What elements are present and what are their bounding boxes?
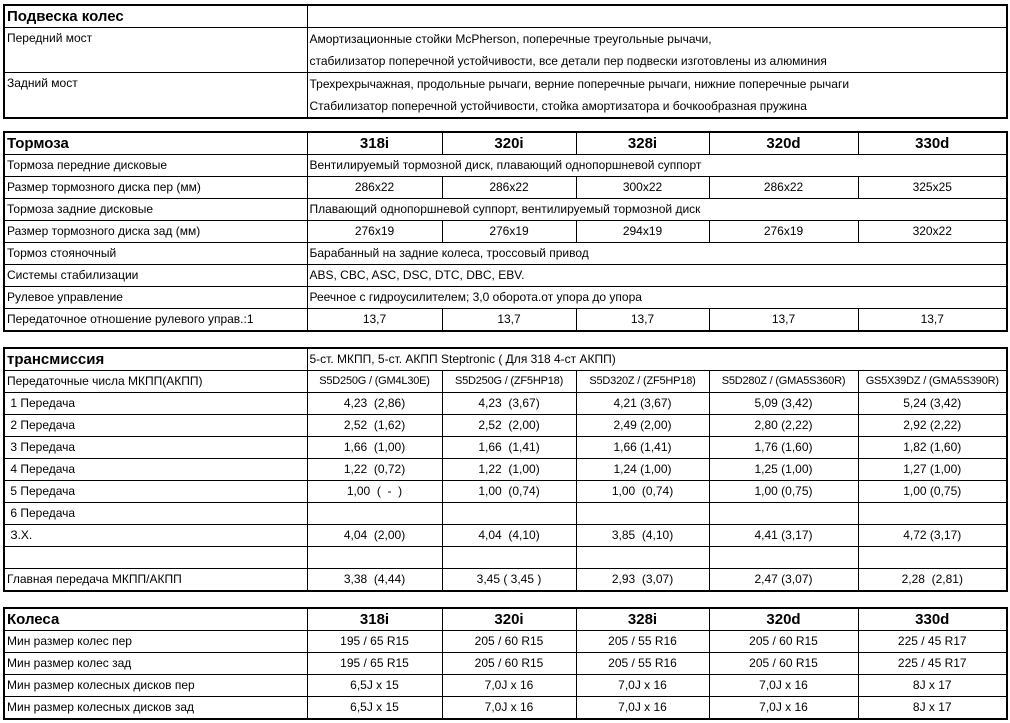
value-cell: 205 / 55 R16 (576, 653, 709, 675)
value-cell: 7,0J x 16 (709, 675, 858, 697)
table-row (4, 437, 1007, 459)
table-row (4, 265, 1007, 287)
value-cell: 276x19 (442, 221, 576, 243)
value-cell: 7,0J x 16 (576, 675, 709, 697)
value-cell: 4,23 (2,86) (307, 393, 442, 415)
model-header: 320d (709, 608, 858, 631)
table-row (4, 697, 1007, 720)
table-row (4, 547, 1007, 569)
row-label: Рулевое управление (4, 287, 307, 309)
value-cell: 205 / 55 R16 (576, 631, 709, 653)
row-description: Вентилируемый тормозной диск, плавающий однопоршневой суппорт (307, 155, 1007, 177)
value-cell (576, 503, 709, 525)
table-row (4, 309, 1007, 332)
transmission-title: трансмиссия (4, 348, 307, 371)
suspension-table (3, 4, 1008, 119)
row-label: Мин размер колес пер (4, 631, 307, 653)
gearbox-header-row (4, 371, 1007, 393)
value-cell: 8J x 17 (858, 675, 1007, 697)
gearbox-header: GS5X39DZ / (GMA5S390R) (858, 371, 1007, 393)
row-label: Тормоза передние дисковые (4, 155, 307, 177)
value-cell: 1,66 (1,41) (442, 437, 576, 459)
value-cell: 225 / 45 R17 (858, 631, 1007, 653)
value-cell: 1,66 (1,00) (307, 437, 442, 459)
row-label: 5 Передача (4, 481, 307, 503)
table-row (4, 177, 1007, 199)
value-cell: 1,22 (0,72) (307, 459, 442, 481)
brakes-table (3, 131, 1008, 332)
wheels-header-row (4, 608, 1007, 631)
value-cell: 3,38 (4,44) (307, 569, 442, 592)
value-cell (442, 503, 576, 525)
model-header: 318i (307, 608, 442, 631)
brakes-header-row (4, 132, 1007, 155)
row-description: Плавающий однопоршневой суппорт, вентилируемый тормозной диск (307, 199, 1007, 221)
value-cell: 1,00 (0,74) (442, 481, 576, 503)
row-label: 1 Передача (4, 393, 307, 415)
model-header: 320d (709, 132, 858, 155)
value-cell: 13,7 (442, 309, 576, 332)
value-cell: 2,92 (2,22) (858, 415, 1007, 437)
value-cell: 3,85 (4,10) (576, 525, 709, 547)
row-description (307, 73, 1007, 119)
table-row (4, 393, 1007, 415)
row-label: 2 Передача (4, 415, 307, 437)
value-cell (307, 547, 442, 569)
value-cell: 2,93 (3,07) (576, 569, 709, 592)
value-cell (442, 547, 576, 569)
row-description: ABS, CBC, ASC, DSC, DTC, DBC, EBV. (307, 265, 1007, 287)
row-label: Мин размер колес зад (4, 653, 307, 675)
value-cell: 2,47 (3,07) (709, 569, 858, 592)
value-cell: 320x22 (858, 221, 1007, 243)
value-cell: 205 / 60 R15 (442, 631, 576, 653)
value-cell: 4,04 (4,10) (442, 525, 576, 547)
row-label: Мин размер колесных дисков зад (4, 697, 307, 720)
wheels-table (3, 607, 1008, 720)
table-row (4, 73, 1007, 119)
wheels-title: Колеса (4, 608, 307, 631)
value-cell: 1,00 (0,75) (858, 481, 1007, 503)
value-cell: 1,24 (1,00) (576, 459, 709, 481)
value-cell: 276x19 (307, 221, 442, 243)
row-label: Передаточное отношение рулевого управ.:1 (4, 309, 307, 332)
row-label: Главная передача МКПП/АКПП (4, 569, 307, 592)
description-line: Трехрехрычажная, продольные рычаги, верние поперечные рычаги, нижние поперечные рычаги (309, 77, 850, 91)
description-line: стабилизатор поперечной устойчивости, все детали пер подвески изготовлены из алюминия (309, 54, 827, 68)
value-cell: 7,0J x 16 (576, 697, 709, 720)
value-cell: 195 / 65 R15 (307, 653, 442, 675)
row-label (4, 547, 307, 569)
gearbox-header: S5D320Z / (ZF5HP18) (576, 371, 709, 393)
row-label: 3 Передача (4, 437, 307, 459)
value-cell: 225 / 45 R17 (858, 653, 1007, 675)
description-line: Стабилизатор поперечной устойчивости, стойка амортизатора и бочкообразная пружина (309, 99, 807, 113)
value-cell: 1,25 (1,00) (709, 459, 858, 481)
value-cell (576, 547, 709, 569)
value-cell: 1,00 (0,74) (576, 481, 709, 503)
suspension-header-row (4, 5, 1007, 28)
table-row (4, 415, 1007, 437)
value-cell: 5,24 (3,42) (858, 393, 1007, 415)
transmission-header-row (4, 348, 1007, 371)
value-cell: 13,7 (576, 309, 709, 332)
model-header: 328i (576, 608, 709, 631)
value-cell: 13,7 (858, 309, 1007, 332)
row-label: Размер тормозного диска пер (мм) (4, 177, 307, 199)
transmission-body (4, 393, 1007, 592)
row-description (307, 28, 1007, 73)
value-cell (858, 547, 1007, 569)
table-row (4, 631, 1007, 653)
row-label: Тормоз стояночный (4, 243, 307, 265)
value-cell (307, 503, 442, 525)
value-cell: 1,22 (1,00) (442, 459, 576, 481)
value-cell: 4,21 (3,67) (576, 393, 709, 415)
value-cell: 4,23 (3,67) (442, 393, 576, 415)
row-label: Размер тормозного диска зад (мм) (4, 221, 307, 243)
value-cell: 7,0J x 16 (442, 697, 576, 720)
table-row (4, 199, 1007, 221)
table-row (4, 481, 1007, 503)
model-header: 318i (307, 132, 442, 155)
suspension-title: Подвеска колес (4, 5, 307, 28)
value-cell: 1,00 ( - ) (307, 481, 442, 503)
value-cell: 300x22 (576, 177, 709, 199)
table-row (4, 653, 1007, 675)
model-header: 320i (442, 132, 576, 155)
brakes-title: Тормоза (4, 132, 307, 155)
value-cell: 1,00 (0,75) (709, 481, 858, 503)
value-cell: 5,09 (3,42) (709, 393, 858, 415)
table-row (4, 221, 1007, 243)
row-description: Барабанный на задние колеса, троссовый привод (307, 243, 1007, 265)
value-cell: 13,7 (709, 309, 858, 332)
row-label: 6 Передача (4, 503, 307, 525)
value-cell: 2,80 (2,22) (709, 415, 858, 437)
table-row (4, 569, 1007, 592)
model-header: 330d (858, 608, 1007, 631)
row-description: Реечное с гидроусилителем; 3,0 оборота.от упора до упора (307, 287, 1007, 309)
value-cell: 4,41 (3,17) (709, 525, 858, 547)
gearbox-header: S5D250G / (GM4L30E) (307, 371, 442, 393)
value-cell: 13,7 (307, 309, 442, 332)
table-row (4, 243, 1007, 265)
gearbox-header: S5D250G / (ZF5HP18) (442, 371, 576, 393)
model-header: 320i (442, 608, 576, 631)
row-label: Системы стабилизации (4, 265, 307, 287)
value-cell: 3,45 ( 3,45 ) (442, 569, 576, 592)
value-cell: 4,72 (3,17) (858, 525, 1007, 547)
value-cell: 205 / 60 R15 (709, 653, 858, 675)
transmission-table (3, 347, 1008, 592)
table-row (4, 287, 1007, 309)
table-row (4, 155, 1007, 177)
value-cell: 7,0J x 16 (709, 697, 858, 720)
row-label: Передаточные числа МКПП(АКПП) (4, 371, 307, 393)
model-header: 330d (858, 132, 1007, 155)
value-cell: 2,28 (2,81) (858, 569, 1007, 592)
table-row (4, 503, 1007, 525)
row-label: Мин размер колесных дисков пер (4, 675, 307, 697)
table-row (4, 28, 1007, 73)
transmission-summary: 5-ст. МКПП, 5-ст. АКПП Steptronic ( Для 318 4-ст АКПП) (307, 348, 1007, 371)
value-cell: 195 / 65 R15 (307, 631, 442, 653)
value-cell: 286x22 (709, 177, 858, 199)
gearbox-header: S5D280Z / (GMA5S360R) (709, 371, 858, 393)
value-cell: 1,66 (1,41) (576, 437, 709, 459)
row-label: З.Х. (4, 525, 307, 547)
model-header: 328i (576, 132, 709, 155)
value-cell: 1,27 (1,00) (858, 459, 1007, 481)
row-label: 4 Передача (4, 459, 307, 481)
value-cell: 6,5J x 15 (307, 697, 442, 720)
value-cell: 4,04 (2,00) (307, 525, 442, 547)
wheels-body (4, 631, 1007, 720)
value-cell (858, 503, 1007, 525)
table-row (4, 675, 1007, 697)
value-cell: 2,49 (2,00) (576, 415, 709, 437)
value-cell: 205 / 60 R15 (709, 631, 858, 653)
row-label: Задний мост (4, 73, 307, 119)
value-cell: 286x22 (442, 177, 576, 199)
value-cell: 1,82 (1,60) (858, 437, 1007, 459)
table-row (4, 459, 1007, 481)
row-label: Тормоза задние дисковые (4, 199, 307, 221)
table-row (4, 525, 1007, 547)
value-cell: 325x25 (858, 177, 1007, 199)
value-cell: 276x19 (709, 221, 858, 243)
row-label: Передний мост (4, 28, 307, 73)
value-cell: 2,52 (1,62) (307, 415, 442, 437)
value-cell: 294x19 (576, 221, 709, 243)
value-cell: 2,52 (2,00) (442, 415, 576, 437)
value-cell: 1,76 (1,60) (709, 437, 858, 459)
value-cell: 205 / 60 R15 (442, 653, 576, 675)
value-cell (709, 547, 858, 569)
value-cell (709, 503, 858, 525)
description-line: Амортизационные стойки McPherson, поперечные треугольные рычачи, (309, 32, 712, 46)
value-cell: 8J x 17 (858, 697, 1007, 720)
value-cell: 7,0J x 16 (442, 675, 576, 697)
value-cell: 286x22 (307, 177, 442, 199)
empty-cell (307, 5, 1007, 28)
value-cell: 6,5J x 15 (307, 675, 442, 697)
